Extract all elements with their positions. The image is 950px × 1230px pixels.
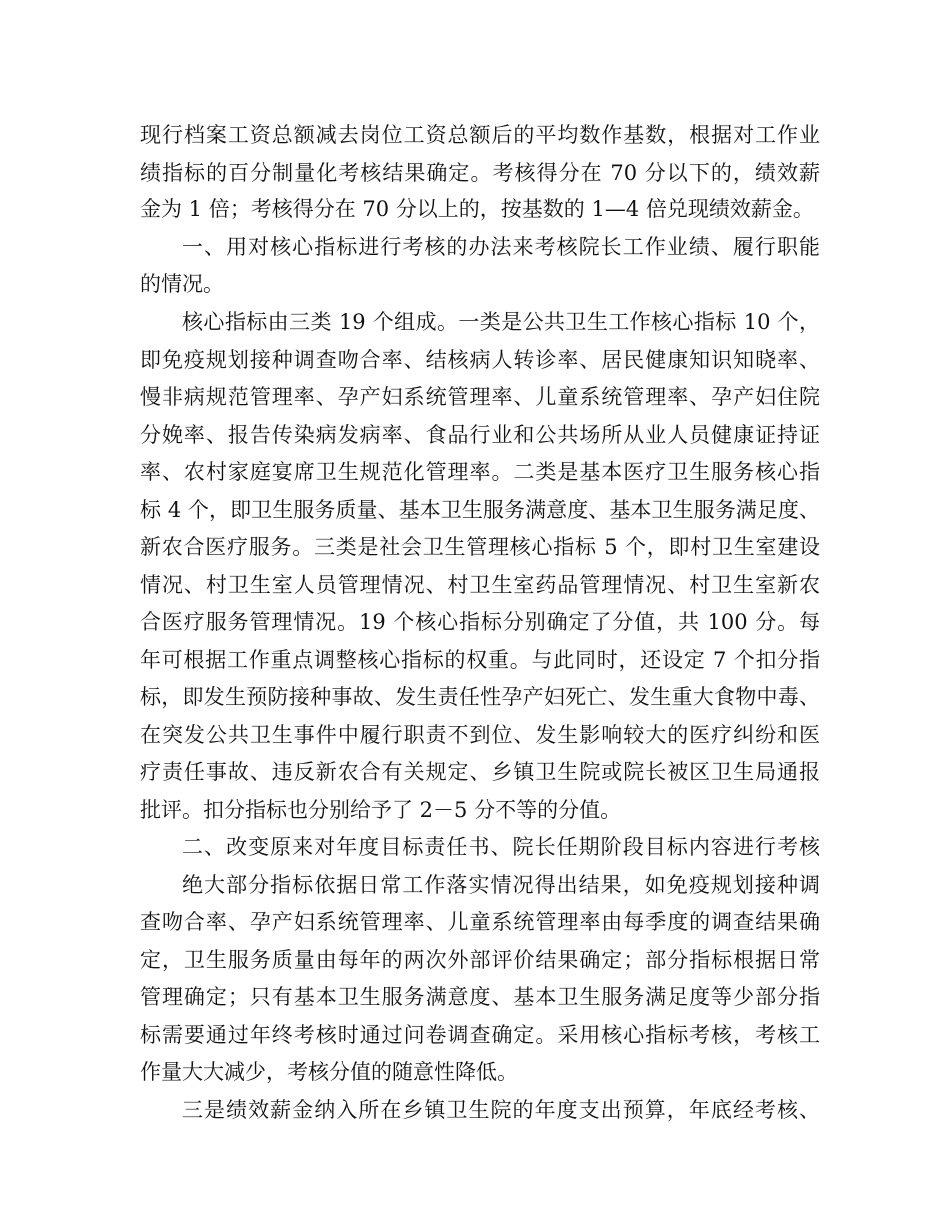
section-heading-2: 二、改变原来对年度目标责任书、院长任期阶段目标内容进行考核	[182, 835, 820, 859]
paragraph-first-line: 核心指标由三类 19 个组成。一类是公共卫生工作核心指标 10 个，	[182, 310, 820, 334]
text-line: 年可根据工作重点调整核心指标的权重。与此同时，还设定 7 个扣分指	[140, 648, 820, 672]
text-line: 即免疫规划接种调查吻合率、结核病人转诊率、居民健康知识知晓率、	[140, 348, 820, 372]
text-line: 批评。扣分指标也分别给予了 2－5 分不等的分值。	[140, 798, 622, 822]
text-line: 在突发公共卫生事件中履行职责不到位、发生影响较大的医疗纠纷和医	[140, 723, 820, 747]
text-line: 查吻合率、孕产妇系统管理率、儿童系统管理率由每季度的调查结果确	[140, 910, 820, 934]
text-line: 合医疗服务管理情况。19 个核心指标分别确定了分值，共 100 分。每	[140, 610, 820, 634]
section-heading-1: 一、用对核心指标进行考核的办法来考核院长工作业绩、履行职能	[182, 235, 820, 259]
text-line: 管理确定；只有基本卫生服务满意度、基本卫生服务满足度等少部分指	[140, 985, 820, 1009]
text-line: 绩指标的百分制量化考核结果确定。考核得分在 70 分以下的，绩效薪	[140, 161, 820, 185]
text-line: 标，即发生预防接种事故、发生责任性孕产妇死亡、发生重大食物中毒、	[140, 685, 820, 709]
text-line: 现行档案工资总额减去岗位工资总额后的平均数作基数，根据对工作业	[140, 123, 820, 147]
text-line: 标 4 个，即卫生服务质量、基本卫生服务满意度、基本卫生服务满足度、	[140, 498, 820, 522]
text-line: 新农合医疗服务。三类是社会卫生管理核心指标 5 个，即村卫生室建设	[140, 535, 820, 559]
paragraph-first-line: 绝大部分指标依据日常工作落实情况得出结果，如免疫规划接种调	[182, 873, 820, 897]
text-line: 情况、村卫生室人员管理情况、村卫生室药品管理情况、村卫生室新农	[140, 573, 820, 597]
text-line: 慢非病规范管理率、孕产妇系统管理率、儿童系统管理率、孕产妇住院	[140, 385, 820, 409]
text-line: 率、农村家庭宴席卫生规范化管理率。二类是基本医疗卫生服务核心指	[140, 460, 820, 484]
text-line: 作量大大减少，考核分值的随意性降低。	[140, 1060, 518, 1084]
text-line: 金为 1 倍；考核得分在 70 分以上的，按基数的 1—4 倍兑现绩效薪金。	[140, 197, 814, 221]
text-line: 定，卫生服务质量由每年的两次外部评价结果确定；部分指标根据日常	[140, 948, 820, 972]
section-heading-3: 三是绩效薪金纳入所在乡镇卫生院的年度支出预算，年底经考核、	[182, 1098, 820, 1122]
text-line: 疗责任事故、违反新农合有关规定、乡镇卫生院或院长被区卫生局通报	[140, 760, 820, 784]
text-line: 分娩率、报告传染病发病率、食品行业和公共场所从业人员健康证持证	[140, 423, 820, 447]
text-line: 的情况。	[140, 272, 224, 296]
text-line: 标需要通过年终考核时通过问卷调查确定。采用核心指标考核，考核工	[140, 1023, 820, 1047]
